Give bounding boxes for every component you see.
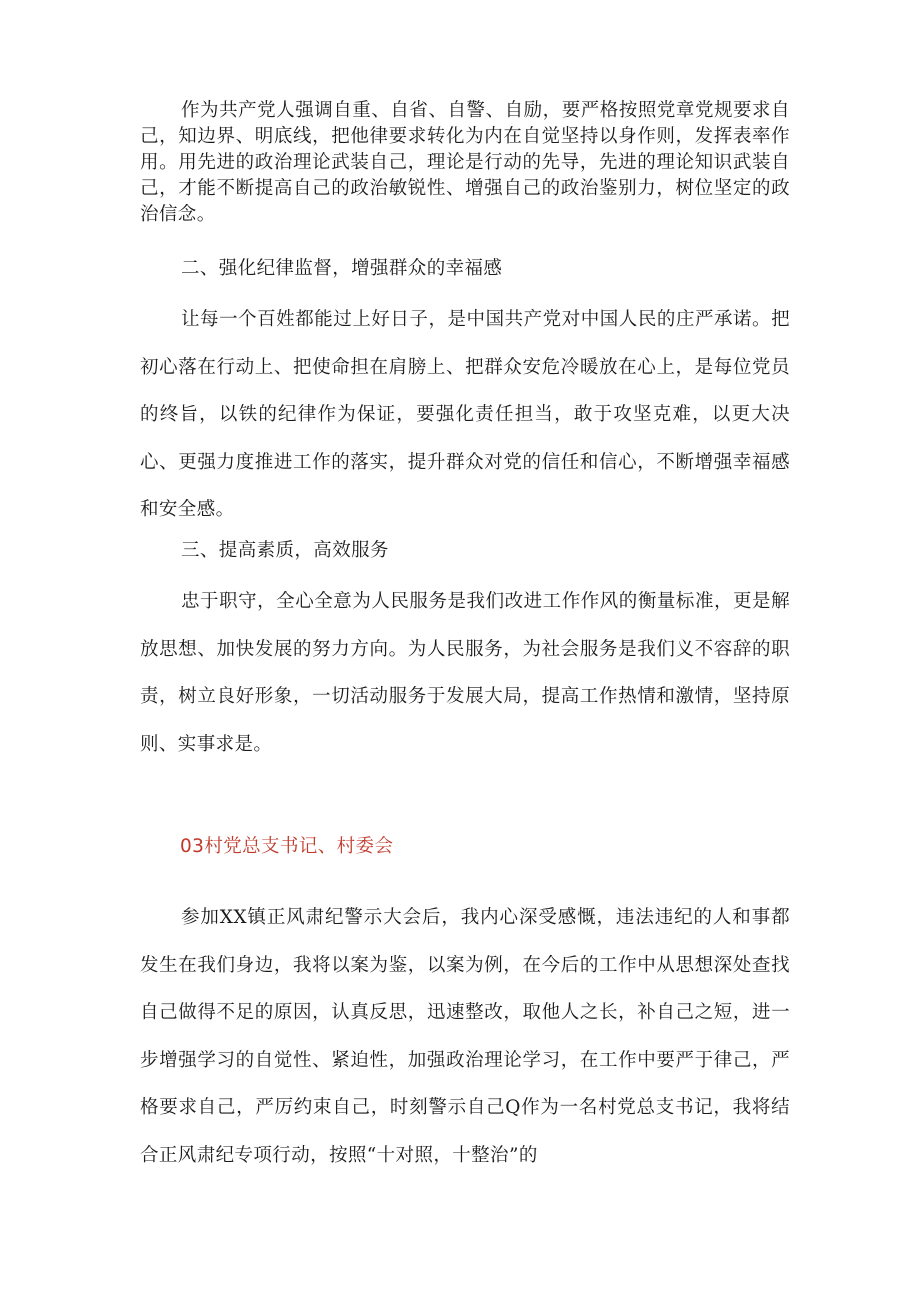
heading-discipline-supervision: 二、强化纪律监督，增强群众的幸福感	[181, 258, 503, 279]
paragraph-self-discipline: 作为共产党人强调自重、自省、自警、自励，要严格按照党章党规要求自己，知边界、明底线，把他律要求转化为内在自觉坚持以身作则，发挥表率作用。用先进的政治理论武装自己，理论是行动的先导，先进的理论知识武装自己，才能不断提高自己的政治敏锐性、增强自己的政治鉴别力，树位坚定的政治信念。	[140, 100, 790, 225]
paragraph-village-secretary: 参加XX镇正风肃纪警示大会后，我内心深受感慨，违法违纪的人和事都发生在我们身边，我将以案为鉴，以案为例，在今后的工作中从思想深处查找自己做得不足的原因，认真反思，迅速整改，取他人之长，补自己之短，进一步增强学习的自觉性、紧迫性，加强政治理论学习，在工作中要严于律己，严格要求自己，严厉约束自己，时刻警示自己Q作为一名村党总支书记，我将结合正风肃纪专项行动，按照“十对照，十整治”的	[140, 907, 790, 1166]
section-heading-village-secretary: 03村党总支书记、村委会	[180, 836, 394, 857]
paragraph-discipline-supervision: 让每一个百姓都能过上好日子，是中国共产党对中国人民的庄严承诺。把初心落在行动上、把使命担在肩膀上、把群众安危冷暖放在心上，是每位党员的终旨，以铁的纪律作为保证，要强化责任担当，敢于攻坚克难，以更大决心、更强力度推进工作的落实，提升群众对党的信任和信心，不断增强幸福感和安全感。	[140, 309, 790, 520]
paragraph-improve-quality: 忠于职守，全心全意为人民服务是我们改进工作作风的衡量标准，更是解放思想、加快发展的努力方向。为人民服务，为社会服务是我们义不容辞的职责，树立良好形象，一切活动服务于发展大局，提高工作热情和激情，坚持原则、实事求是。	[140, 591, 790, 755]
heading-improve-quality: 三、提高素质，高效服务	[181, 540, 389, 561]
